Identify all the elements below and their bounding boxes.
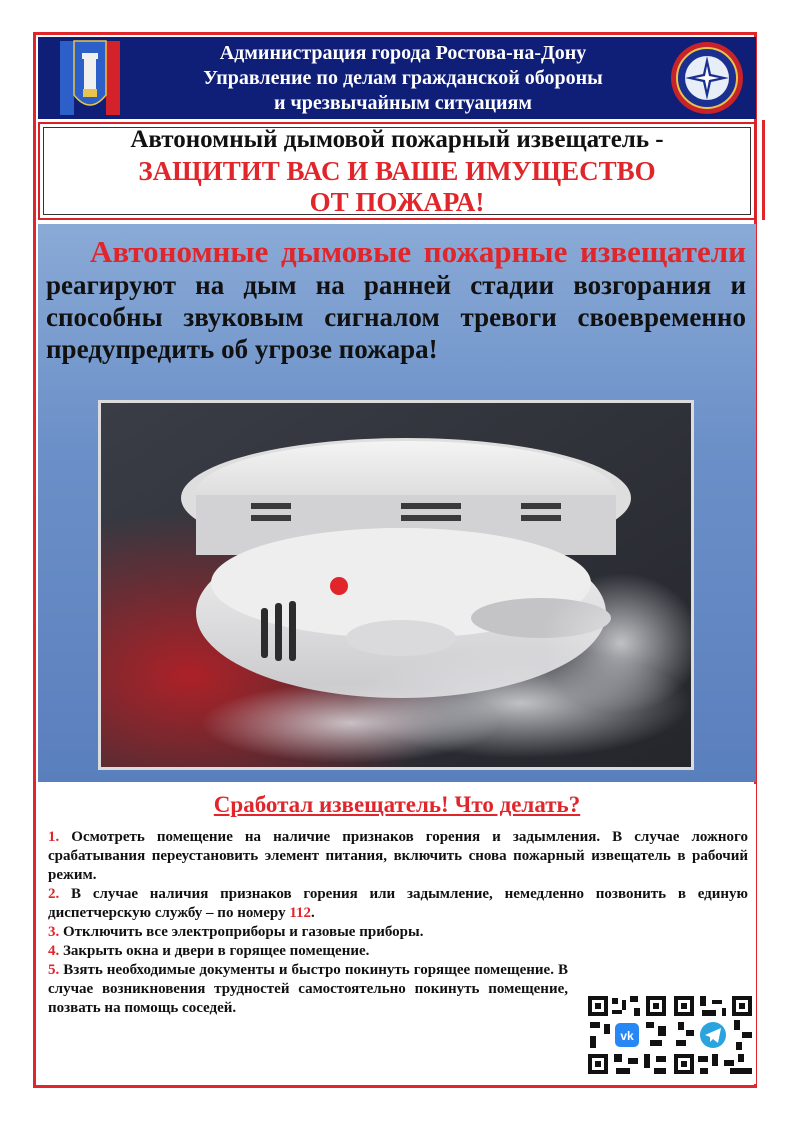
list-item: 4. Закрыть окна и двери в горящее помещение.	[48, 943, 370, 959]
title-line-2: ЗАЩИТИТ ВАС И ВАШЕ ИМУЩЕСТВО	[138, 156, 656, 186]
coat-of-arms-icon	[38, 37, 142, 119]
intro-section	[38, 224, 756, 782]
emergency-number: 112	[289, 905, 312, 921]
mchs-emblem-icon	[664, 40, 750, 116]
header-line-2: Управление по делам гражданской обороны	[203, 67, 603, 89]
list-item: 5. Взять необходимые документы и быстро покинуть горящее помещение. В случае возникновения трудностей самостоятельно покинуть помещение, позвать на помощь соседей.	[48, 962, 568, 1016]
title-emphasis	[40, 156, 754, 218]
intro-paragraph	[46, 236, 746, 365]
vk-qr-code-icon[interactable]	[586, 994, 668, 1076]
title-box	[38, 122, 756, 220]
intro-highlight: Автономные дымовые пожарные извещатели	[90, 234, 746, 269]
header-line-3: и чрезвычайным ситуациям	[273, 92, 532, 114]
title-line-3: ОТ ПОЖАРА!	[309, 187, 485, 217]
instructions-list	[48, 828, 748, 1018]
instructions-heading: Сработал извещатель! Что делать?	[213, 792, 581, 817]
header-title	[148, 41, 658, 116]
title-side-bar	[762, 120, 765, 220]
header-line-1: Администрация города Ростова-на-Дону	[219, 42, 587, 64]
header-banner	[38, 37, 756, 119]
svg-text:vk: vk	[620, 1029, 634, 1043]
smoke-detector-photo	[98, 400, 694, 770]
intro-text: реагируют на дым на ранней стадии возгорания и способны звуковым сигналом тревоги своевременно предупредить об угрозе пожара!	[46, 270, 746, 364]
instructions-section	[38, 784, 756, 1084]
list-item: 1. Осмотреть помещение на наличие признаков горения и задымления. В случае ложного срабатывания переустановить элемент питания, включить снова пожарный извещатель в рабочий режим.	[48, 829, 748, 883]
telegram-qr-code-icon[interactable]	[672, 994, 754, 1076]
title-line-1: Автономный дымовой пожарный извещатель -	[130, 126, 664, 153]
list-item: 2. В случае наличия признаков горения или задымление, немедленно позвонить в единую диспетчерскую службу – по номеру 112.	[48, 886, 748, 921]
list-item: 3. Отключить все электроприборы и газовые приборы.	[48, 924, 424, 940]
